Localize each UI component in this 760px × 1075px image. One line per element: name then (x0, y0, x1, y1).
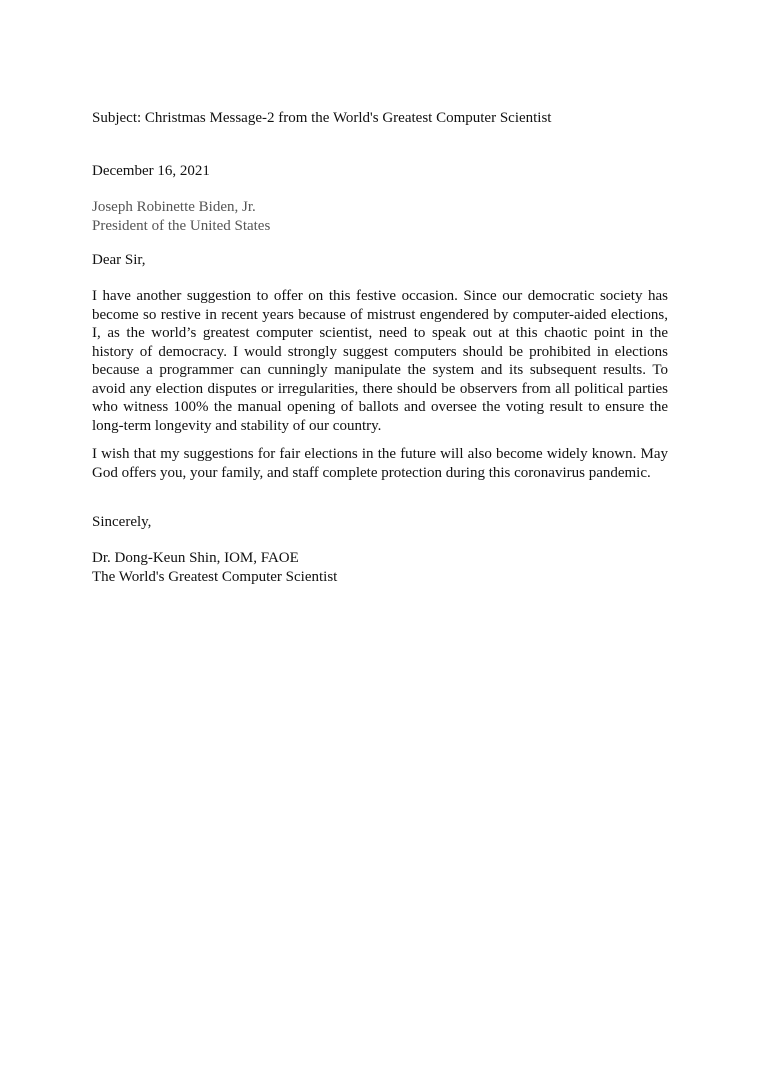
recipient-title: President of the United States (92, 217, 271, 234)
recipient-block (92, 198, 668, 235)
letter-subject: Subject: Christmas Message-2 from the World's Greatest Computer Scientist (92, 110, 552, 126)
signature-name: Dr. Dong-Keun Shin, IOM, FAOE (92, 550, 299, 566)
recipient-name: Joseph Robinette Biden, Jr. (92, 199, 256, 215)
body-paragraph-2: I wish that my suggestions for fair elections in the future will also become widely known. May God offers you, your family, and staff complete protection during this coronavirus pandemic. (92, 446, 668, 481)
salutation: Dear Sir, (92, 252, 146, 268)
letter-date: December 16, 2021 (92, 163, 210, 179)
closing: Sincerely, (92, 514, 152, 530)
signature-title: The World's Greatest Computer Scientist (92, 568, 338, 585)
body-paragraph-1: I have another suggestion to offer on this festive occasion. Since our democratic society has become so restive in recent years because of mistrust engendered by computer-aided elections, I, as the world’s greatest computer scientist, need to speak out at this chaotic point in the history of democracy. I would strongly suggest computers should be prohibited in elections because a programmer can cunningly manipulate the system and its subsequent results. To avoid any election disputes or irregularities, there should be observers from all political parties who witness 100% the manual opening of ballots and oversee the voting result to ensure the long-term longevity and stability of our country. (92, 288, 668, 434)
signature-block (92, 549, 668, 586)
